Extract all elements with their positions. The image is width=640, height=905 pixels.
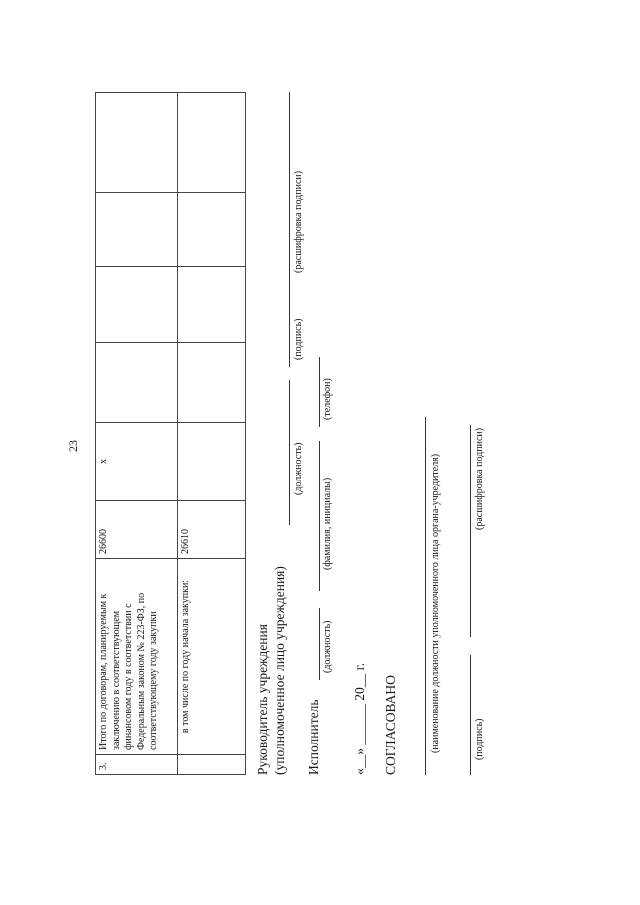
row-value-cell	[178, 343, 246, 423]
agreed-decoding-line	[470, 425, 471, 637]
date-line: «__» ______ 20__ г.	[352, 662, 367, 775]
row-number-cell	[178, 755, 246, 775]
row-value-cell	[178, 423, 246, 501]
executor-name-line	[319, 441, 320, 591]
head-position-line	[289, 380, 290, 525]
agreed-org-caption: (наименование должности уполномоченного лица органа-учредителя)	[430, 453, 441, 753]
procurement-table	[95, 92, 246, 775]
agreed-org-line	[425, 417, 426, 775]
page-number: 23	[66, 440, 80, 452]
row-value-cell	[178, 267, 246, 343]
row-name-cell: Итого по договорам, планируемым к заключению в соответствующем финансовом году в соответствии с Федеральным законом № 223-ФЗ, по соответствующему году закупки	[96, 559, 178, 755]
row-number-cell: 3.	[96, 755, 178, 775]
executor-name-caption: (фамилия, инициалы)	[322, 477, 333, 570]
row-code-cell: 26610	[178, 501, 246, 559]
executor-phone-caption: (телефон)	[322, 378, 333, 420]
executor-phone-line	[319, 357, 320, 427]
agreed-signature-caption: (подпись)	[474, 718, 485, 760]
head-decoding-caption: (расшифровка подписи)	[293, 170, 304, 273]
table-row	[178, 93, 246, 775]
table-row	[96, 93, 178, 775]
agreed-signature-line	[470, 655, 471, 775]
row-value-cell: x	[96, 423, 178, 501]
head-subtitle: (уполномоченное лицо учреждения)	[272, 566, 287, 775]
row-value-cell	[96, 193, 178, 267]
agreed-decoding-caption: (расшифровка подписи)	[474, 427, 485, 530]
row-value-cell	[178, 93, 246, 193]
head-signature-caption: (подпись)	[293, 318, 304, 360]
agreed-title: СОГЛАСОВАНО	[383, 675, 398, 775]
row-code-cell: 26600	[96, 501, 178, 559]
head-title: Руководитель учреждения	[255, 624, 270, 775]
executor-label: Исполнитель	[306, 699, 321, 775]
executor-position-line	[319, 608, 320, 680]
row-value-cell	[96, 93, 178, 193]
executor-position-caption: (должность)	[322, 620, 333, 673]
row-name-cell: в том числе по году начала закупки:	[178, 559, 246, 755]
head-decoding-line	[289, 92, 290, 287]
head-position-caption: (должность)	[293, 442, 304, 495]
row-value-cell	[96, 267, 178, 343]
row-value-cell	[178, 193, 246, 267]
row-value-cell	[96, 343, 178, 423]
head-signature-line	[289, 285, 290, 367]
